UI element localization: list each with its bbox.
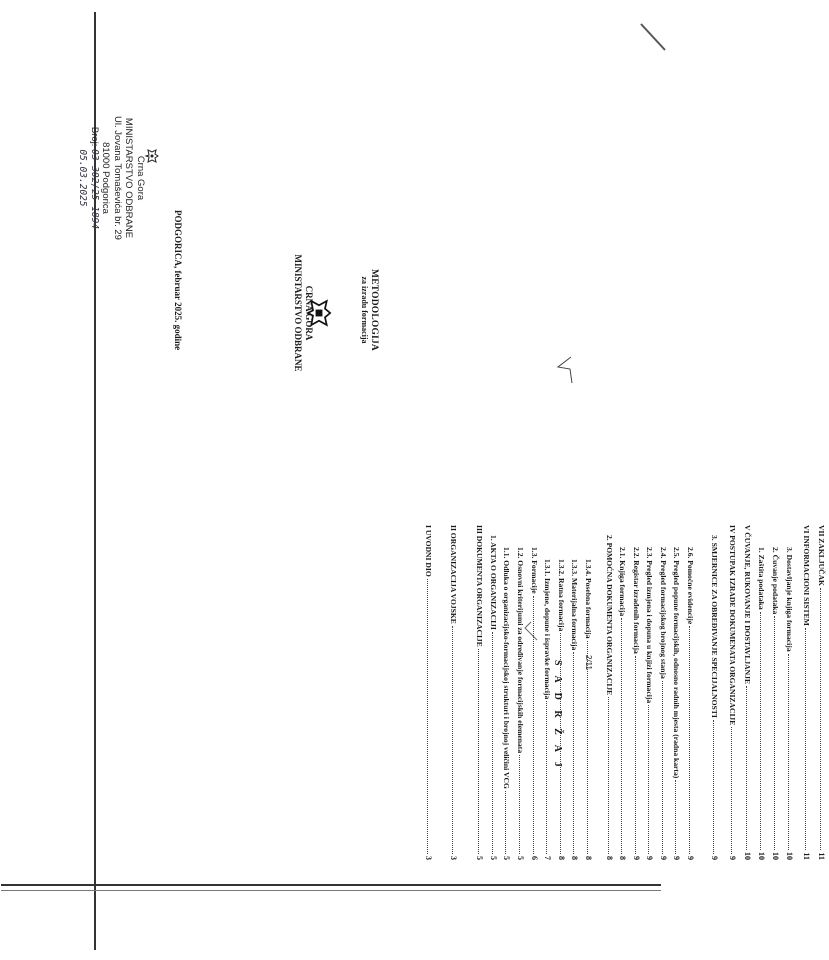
toc-leader-dots <box>560 633 561 854</box>
stamp-number-value: 03-302/25-1894 <box>89 149 100 230</box>
toc-entry-page: 9 <box>632 856 641 860</box>
toc-entry-label: V ČUVANJE, RUKOVANJE I DOSTAVLJANJE <box>743 525 752 685</box>
toc-entry-page: 8 <box>605 856 614 860</box>
header-country: CRNA GORA <box>304 285 314 341</box>
toc-entry <box>659 547 671 860</box>
toc-entry-page: 9 <box>728 856 737 860</box>
toc-entry-page: 9 <box>686 856 695 860</box>
toc-entry-label: 2.4. Pregled formacijskog brojnog stanja <box>659 547 668 679</box>
toc-entry <box>570 559 582 860</box>
toc-entry-label: VII ZAKLJUČAK <box>817 525 826 586</box>
stamp-country: Crna Gora <box>135 155 146 201</box>
toc-entry-label: 2.1. Knjiga formacija <box>618 547 627 617</box>
toc-entry-page: 8 <box>618 856 627 860</box>
toc-entry-label: III DOKUMENTA ORGANIZACIJE <box>475 525 484 647</box>
toc-entry-page: 11 <box>802 852 811 860</box>
toc-entry-page: 10 <box>771 852 780 860</box>
toc-entry-label: 1.3. Formacije <box>530 547 539 594</box>
toc-leader-dots <box>648 705 649 854</box>
toc-leader-dots <box>713 720 714 854</box>
toc-leader-dots <box>608 697 609 854</box>
place-date: PODGORICA, februar 2025. godine <box>173 210 183 351</box>
toc-entry-page: 10 <box>743 852 752 860</box>
toc-leader-dots <box>492 632 493 854</box>
stamp-street: Ul. Jovana Tomaševića br. 29 <box>112 116 123 240</box>
toc-entry <box>757 547 769 860</box>
stamp-date: 05.03.2025 <box>77 149 89 207</box>
toc-entry-label: 2.6. Pomoćne evidencije <box>686 547 695 625</box>
toc-entry-page: 6 <box>530 856 539 860</box>
pen-stroke <box>637 20 671 60</box>
toc-entry <box>475 525 487 860</box>
toc-entry-label: 1.1. Odluka o organizacijsko-formacijskoj strukturi i brojnoj veličini VCG <box>502 547 511 789</box>
toc-entry <box>502 547 514 860</box>
toc-entry <box>771 547 783 860</box>
toc-leader-dots <box>621 618 622 854</box>
toc-entry-page: 8 <box>584 856 593 860</box>
title-main: METODOLOGIJA <box>369 269 379 351</box>
header-ministry: MINISTARSTVO ODBRANE <box>293 254 304 372</box>
toc-entry-label: II ORGANIZACIJA VOJSKE <box>449 525 458 624</box>
toc-leader-dots <box>689 626 690 854</box>
toc-leader-dots <box>587 641 588 854</box>
stamp-city: 81000 Podgorica <box>100 142 112 214</box>
toc-entry-label: 3. SMJERNICE ZA OBREĐIVANJE SPECIJALNOSTI <box>710 535 719 718</box>
toc-leader-dots <box>635 656 636 854</box>
toc-entry-page: 7 <box>543 856 552 860</box>
toc-entry-page: 9 <box>659 856 668 860</box>
toc-entry <box>785 547 797 860</box>
toc-entry <box>817 525 829 860</box>
toc-entry-label: 3. Dostavljanje knjiga formacija <box>785 547 794 652</box>
toc-entry <box>632 547 644 860</box>
toc-entry-label: 2.3. Pregled izmjena i dopuna u knjizi formacija <box>645 547 654 704</box>
toc-entry-label: 1.2. Osnovni kriterijumi za određivanje formacijskih elemenata <box>516 547 525 754</box>
toc-entry-page: 3 <box>424 856 433 860</box>
toc-entry-page: 9 <box>710 856 719 860</box>
toc-leader-dots <box>746 686 747 850</box>
toc-entry-label: 1.3.4. Posebna formacija <box>584 559 593 639</box>
toc-entry <box>516 547 528 860</box>
toc-entry-page: 10 <box>757 852 766 860</box>
toc-leader-dots <box>478 649 479 854</box>
toc-entry-label: VI INFORMACIONI SISTEM <box>802 525 811 626</box>
toc-entry-page: 8 <box>570 856 579 860</box>
toc-leader-dots <box>505 791 506 854</box>
toc-entry <box>672 547 684 860</box>
toc-entry <box>618 547 630 860</box>
toc-entry-page: 5 <box>475 856 484 860</box>
toc-entry <box>543 559 555 860</box>
toc-entry <box>802 525 814 860</box>
left-rule-2 <box>1 890 661 891</box>
toc-entry <box>728 525 740 860</box>
toc-leader-dots <box>662 681 663 854</box>
toc-entry-page: 11 <box>817 852 826 860</box>
toc-entry-label: 2.2. Registar izrađenih formacija <box>632 547 641 654</box>
toc-entry <box>424 525 436 860</box>
toc-leader-dots <box>820 588 821 850</box>
toc-entry <box>686 547 698 860</box>
toc-entry-page: 5 <box>516 856 525 860</box>
toc-leader-dots <box>774 616 775 850</box>
toc-entry <box>584 559 596 860</box>
toc-entry-label: 1. Zaštita podataka <box>757 547 766 610</box>
toc-leader-dots <box>533 596 534 854</box>
document-title <box>360 240 379 380</box>
toc-leader-dots <box>546 701 547 854</box>
toc-leader-dots <box>760 612 761 850</box>
toc-leader-dots <box>519 755 520 854</box>
toc-entry-label: 2.5. Pregled popune formacijskih, odnosno radnih mjesta (radna karta) <box>672 547 681 779</box>
toc-entry <box>605 535 617 860</box>
coat-of-arms-small-icon <box>145 148 159 164</box>
toc-entry <box>489 535 501 860</box>
toc-entry-label: 1. AKTA O ORGANIZACIJI <box>489 535 498 630</box>
toc-entry-page: 8 <box>557 856 566 860</box>
toc-leader-dots <box>675 780 676 854</box>
title-sub: za izradu formacija <box>360 276 369 344</box>
pen-tick-mark <box>554 355 574 385</box>
registry-stamp <box>77 78 146 278</box>
toc-entry-page: 10 <box>785 852 794 860</box>
toc-entry-label: 2. POMOĆNA DOKUMENTA ORGANIZACIJE <box>605 535 614 696</box>
toc-leader-dots <box>427 579 428 854</box>
toc-leader-dots <box>805 628 806 851</box>
toc-entry <box>710 535 722 860</box>
toc-entry-label: I UVODNI DIO <box>424 525 433 577</box>
toc-heading: S A D R Ž A J <box>552 660 563 771</box>
stamp-ministry: MINISTARSTVO ODBRANE <box>123 117 135 239</box>
toc-entry-label: IV POSTUPAK IZRADE DOKUMENATA ORGANIZACIJE <box>728 525 737 726</box>
stamp-number-label: Broj: <box>89 126 100 147</box>
toc-entry <box>449 525 461 860</box>
page-indicator: 2/11 <box>584 655 593 670</box>
toc-leader-dots <box>573 652 574 854</box>
toc-leader-dots <box>788 654 789 850</box>
toc-entry <box>557 559 569 860</box>
toc-leader-dots <box>452 626 453 854</box>
left-rule <box>1 884 661 886</box>
toc-entry-label: 1.3.1. Izmjene, dopune i ispravke formacija <box>543 559 552 700</box>
toc-leader-dots <box>731 727 732 854</box>
toc-entry-label: 2. Čuvanje podataka <box>771 547 780 615</box>
toc-entry <box>530 547 542 860</box>
toc-entry-page: 5 <box>489 856 498 860</box>
toc-entry <box>743 525 755 860</box>
toc-entry <box>645 547 657 860</box>
toc-entry-page: 3 <box>449 856 458 860</box>
toc-entry-page: 9 <box>645 856 654 860</box>
toc-entry-page: 9 <box>672 856 681 860</box>
toc-entry-label: 1.3.3. Materijalna formacija <box>570 559 579 651</box>
toc-entry-page: 5 <box>502 856 511 860</box>
toc-entry-label: 1.3.2. Ratna formacija <box>557 559 566 632</box>
ministry-header <box>293 248 314 378</box>
